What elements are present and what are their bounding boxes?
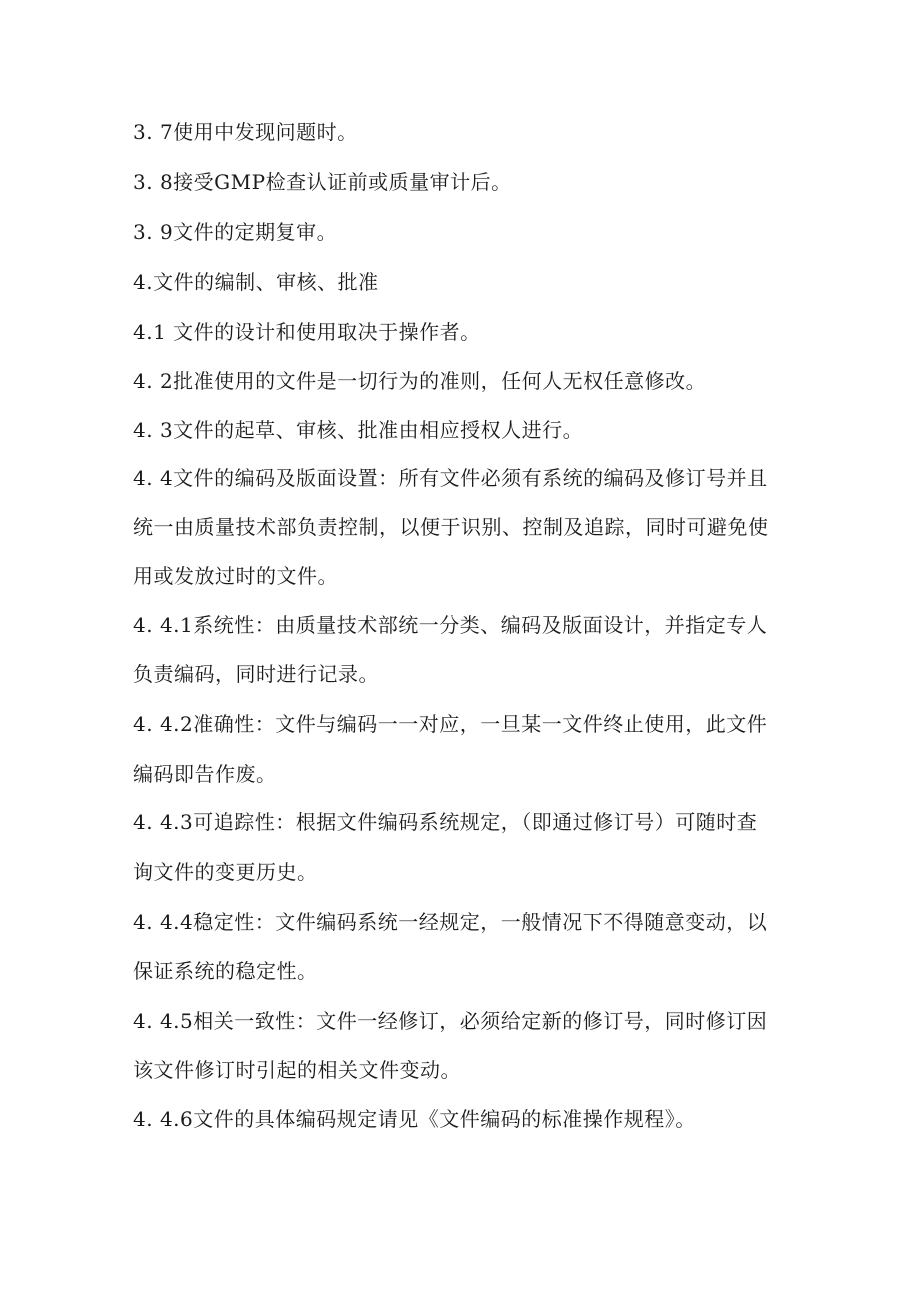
line-4-2: 4. 2批准使用的文件是一切行为的准则，任何人无权任意修改。	[133, 369, 707, 393]
line-4-4-1-a: 4. 4.1系统性：由质量技术部统一分类、编码及版面设计，并指定专人	[133, 613, 768, 637]
line-4-4-c: 用或发放过时的文件。	[133, 564, 338, 588]
line-4-4-4-b: 保证系统的稳定性。	[133, 959, 318, 983]
line-4-4-2-b: 编码即告作废。	[133, 762, 277, 786]
line-3-9: 3. 9文件的定期复审。	[133, 220, 338, 244]
line-4-4-4-a: 4. 4.4稳定性：文件编码系统一经规定，一般情况下不得随意变动，以	[133, 910, 768, 934]
line-4-1: 4.1 文件的设计和使用取决于操作者。	[133, 320, 481, 344]
line-4-4-a: 4. 4文件的编码及版面设置：所有文件必须有系统的编码及修订号并且	[133, 466, 768, 490]
line-4-4-1-b: 负责编码，同时进行记录。	[133, 662, 379, 686]
line-3-8: 3. 8接受GMP检查认证前或质量审计后。	[133, 170, 512, 194]
line-4-3: 4. 3文件的起草、审核、批准由相应授权人进行。	[133, 418, 584, 442]
line-4-4-2-a: 4. 4.2准确性：文件与编码一一对应，一旦某一文件终止使用，此文件	[133, 712, 768, 736]
line-4-4-b: 统一由质量技术部负责控制，以便于识别、控制及追踪，同时可避免使	[133, 515, 769, 539]
line-4-4-6: 4. 4.6文件的具体编码规定请见《文件编码的标准操作规程》。	[133, 1107, 696, 1131]
section-4-heading: 4.文件的编制、审核、批准	[133, 270, 379, 294]
line-3-7: 3. 7使用中发现问题时。	[133, 120, 358, 144]
line-4-4-5-a: 4. 4.5相关一致性：文件一经修订，必须给定新的修订号，同时修订因	[133, 1009, 768, 1033]
line-4-4-5-b: 该文件修订时引起的相关文件变动。	[133, 1058, 461, 1082]
line-4-4-3-a: 4. 4.3可追踪性：根据文件编码系统规定，（即通过修订号）可随时查	[133, 810, 758, 834]
line-4-4-3-b: 询文件的变更历史。	[133, 860, 318, 884]
